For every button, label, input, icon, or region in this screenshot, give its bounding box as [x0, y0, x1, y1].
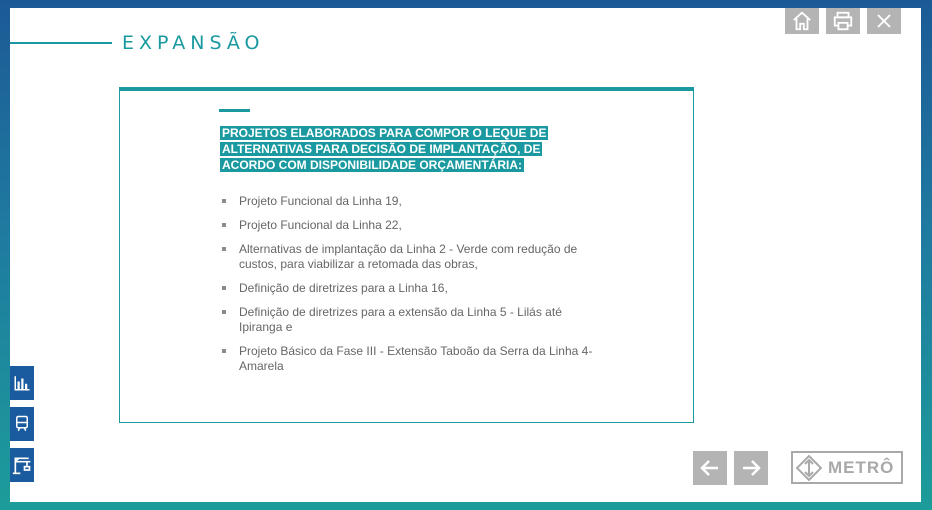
home-button[interactable] [785, 8, 819, 34]
card-accent-line [219, 109, 250, 112]
slide-page [10, 8, 921, 502]
list-item: Definição de diretrizes para a Linha 16, [222, 281, 602, 296]
list-item: Projeto Funcional da Linha 22, [222, 218, 602, 233]
home-icon [791, 10, 813, 32]
list-item: Alternativas de implantação da Linha 2 - Verde com redução de custos, para viabilizar a retomada das obras, [222, 242, 602, 272]
sidebar-chart-button[interactable] [10, 366, 34, 400]
metro-symbol-icon [796, 455, 822, 481]
top-toolbar [785, 8, 901, 34]
printer-icon [832, 10, 854, 32]
logo-text: METRÔ [828, 457, 895, 477]
list-item: Definição de diretrizes para a extensão da Linha 5 - Lilás até Ipiranga e [222, 305, 602, 335]
close-icon [875, 12, 893, 30]
card-heading-text: PROJETOS ELABORADOS PARA COMPOR O LEQUE DE ALTERNATIVAS PARA DECISÃO DE IMPLANTAÇÃO, DE ACORDO COM DISPONIBILIDADE ORÇAMENTÁRIA: [222, 126, 547, 172]
train-icon [13, 414, 31, 434]
sidebar-train-button[interactable] [10, 407, 34, 441]
metro-logo [791, 451, 903, 484]
crane-icon [12, 455, 32, 475]
list-item: Projeto Básico da Fase III - Extensão Taboão da Serra da Linha 4-Amarela [222, 344, 602, 374]
sidebar [10, 366, 34, 482]
list-item: Projeto Funcional da Linha 19, [222, 194, 602, 209]
print-button[interactable] [826, 8, 860, 34]
arrow-right-icon [739, 456, 763, 480]
arrow-left-icon [698, 456, 722, 480]
sidebar-construction-button[interactable] [10, 448, 34, 482]
next-button[interactable] [734, 451, 768, 485]
bar-chart-icon [13, 374, 31, 392]
close-button[interactable] [867, 8, 901, 34]
previous-button[interactable] [693, 451, 727, 485]
slide-navigation [693, 451, 768, 485]
section-title: EXPANSÃO [122, 32, 265, 54]
title-line [10, 42, 112, 44]
card-heading [220, 125, 580, 173]
project-list [222, 194, 602, 383]
content-card [119, 87, 694, 423]
